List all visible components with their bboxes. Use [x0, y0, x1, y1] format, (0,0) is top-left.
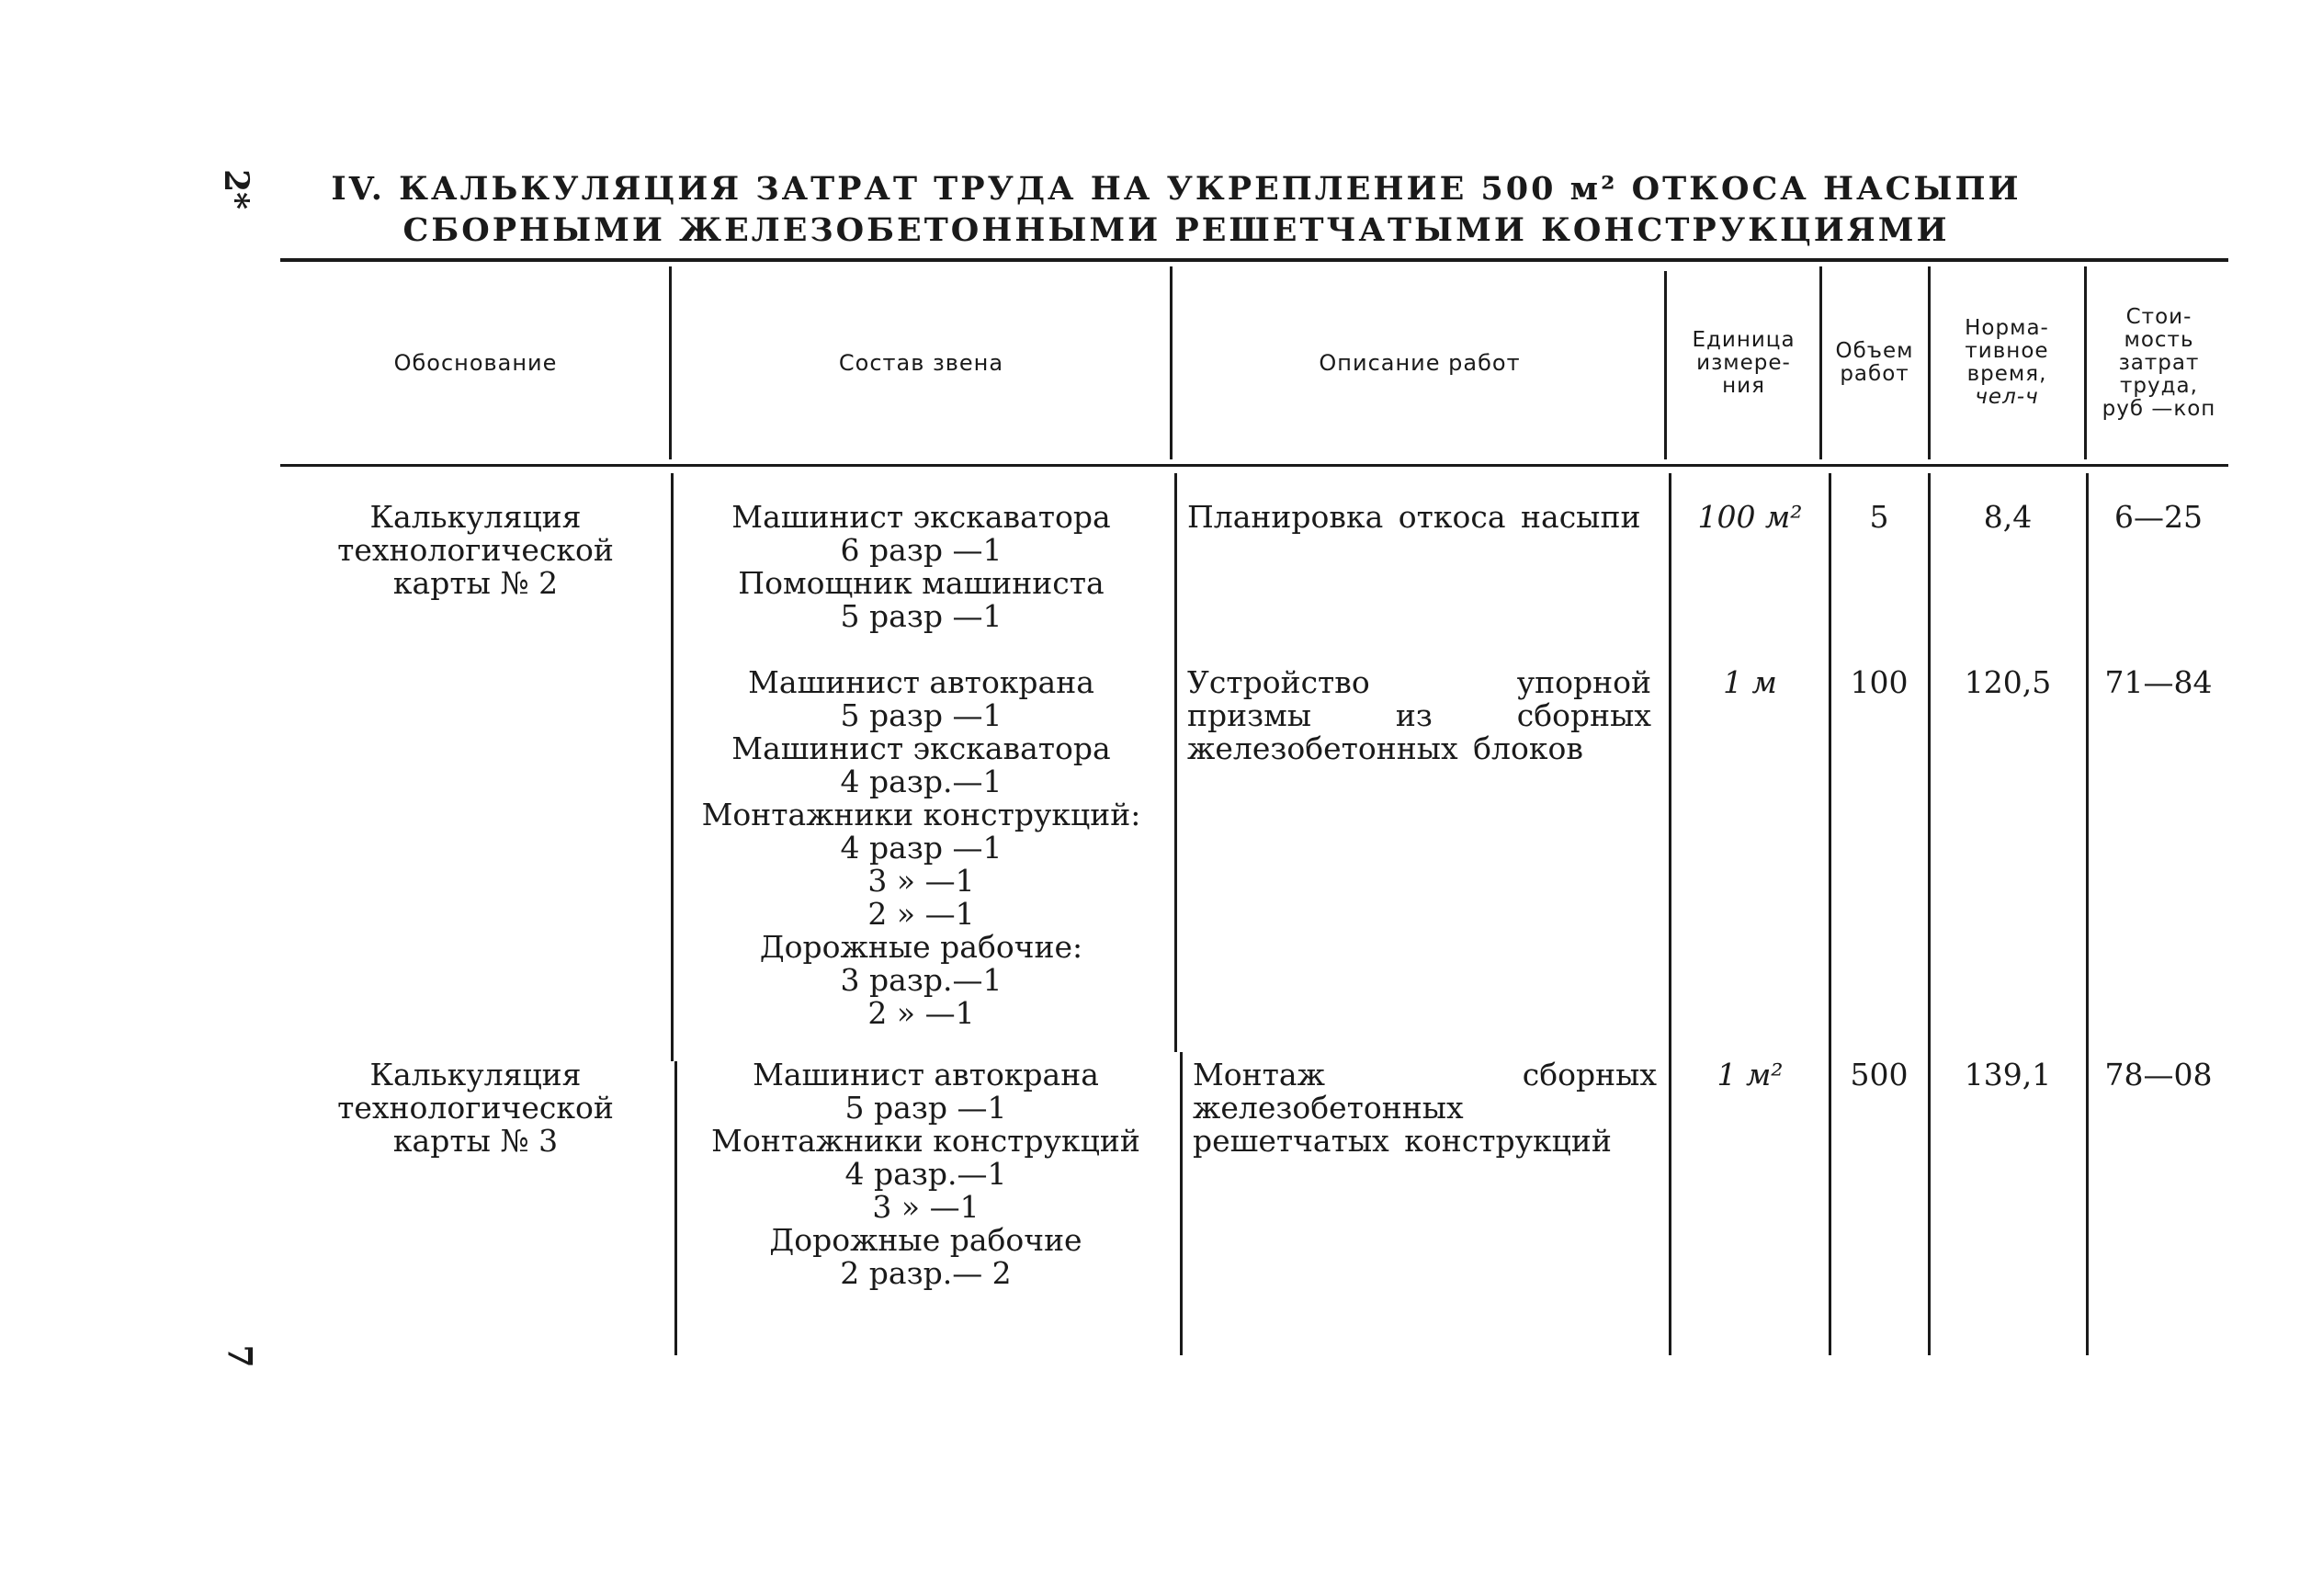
row-2-crew: Машинист автокрана 5 разр —1 Машинист экскаватора 4 разр.—1 Монтажники конструкций: 4 разр —1 3 » —1 2 » —1 Дорожные рабочие: 3 разр.—1 2 » —1	[701, 664, 1141, 1031]
row-1-norm-time: 8,4	[1983, 499, 2033, 535]
header-crew: Состав звена	[838, 350, 1004, 376]
row-1-crew: Машинист экскаватора 6 разр —1 Помощник машиниста 5 разр —1	[731, 499, 1111, 634]
header-divider	[1170, 266, 1173, 459]
row-2-unit: 1 м	[1723, 664, 1777, 700]
header-unit: Единица измере- ния	[1692, 327, 1796, 398]
row-2-description: Устройство упорной призмы из сборных железобетонных блоков	[1187, 664, 1651, 766]
table-top-rule	[280, 258, 2228, 262]
row-2-cost: 71—84	[2104, 664, 2213, 700]
row-1-description: Планировка откоса насыпи	[1187, 499, 1641, 535]
row-2-norm-time: 120,5	[1964, 664, 2052, 700]
row-3-crew: Машинист автокрана 5 разр —1 Монтажники конструкций 4 разр.—1 3 » —1 Дорожные рабочие 2 разр.— 2	[711, 1057, 1140, 1291]
table-title-line-1: IV. КАЛЬКУЛЯЦИЯ ЗАТРАТ ТРУДА НА УКРЕПЛЕНИЕ 500 м² ОТКОСА НАСЫПИ	[331, 170, 2022, 208]
column-divider	[1669, 473, 1671, 1355]
column-divider	[1829, 473, 1831, 1355]
header-volume: Объем работ	[1835, 339, 1914, 386]
table-title-line-2: СБОРНЫМИ ЖЕЛЕЗОБЕТОННЫМИ РЕШЕТЧАТЫМИ КОНСТРУКЦИЯМИ	[402, 211, 1950, 249]
header-divider	[1664, 271, 1667, 459]
row-1-volume: 5	[1869, 499, 1889, 535]
row-1-basis: Калькуляция технологической карты № 2	[337, 499, 614, 601]
header-basis: Обоснование	[393, 350, 558, 376]
column-divider	[1928, 473, 1931, 1355]
row-3-basis: Калькуляция технологической карты № 3	[337, 1057, 614, 1159]
column-divider	[1174, 473, 1177, 1052]
column-divider	[674, 1061, 677, 1355]
column-divider	[2086, 473, 2089, 1355]
row-3-unit: 1 м²	[1717, 1057, 1784, 1092]
header-bottom-rule	[280, 464, 2228, 467]
header-divider	[669, 266, 672, 459]
header-norm-time: Норма- тивное время, чел-ч	[1965, 316, 2049, 409]
page-number: 7	[220, 1344, 259, 1368]
row-3-norm-time: 139,1	[1964, 1057, 2052, 1092]
header-description: Описание работ	[1319, 350, 1521, 376]
row-3-description: Монтаж сборных железобетонных решетчатых конструкций	[1193, 1057, 1657, 1159]
header-divider	[1819, 266, 1822, 459]
column-divider	[1180, 1052, 1183, 1355]
page-signature-mark: 2*	[216, 169, 255, 209]
row-1-unit: 100 м²	[1697, 499, 1803, 535]
row-3-cost: 78—08	[2104, 1057, 2213, 1092]
row-1-cost: 6—25	[2114, 499, 2203, 535]
row-3-volume: 500	[1850, 1057, 1909, 1092]
header-divider	[1928, 266, 1931, 459]
column-divider	[671, 473, 674, 1061]
row-2-volume: 100	[1850, 664, 1909, 700]
header-cost: Стои- мость затрат труда, руб —коп	[2102, 304, 2216, 421]
header-divider	[2084, 266, 2087, 459]
